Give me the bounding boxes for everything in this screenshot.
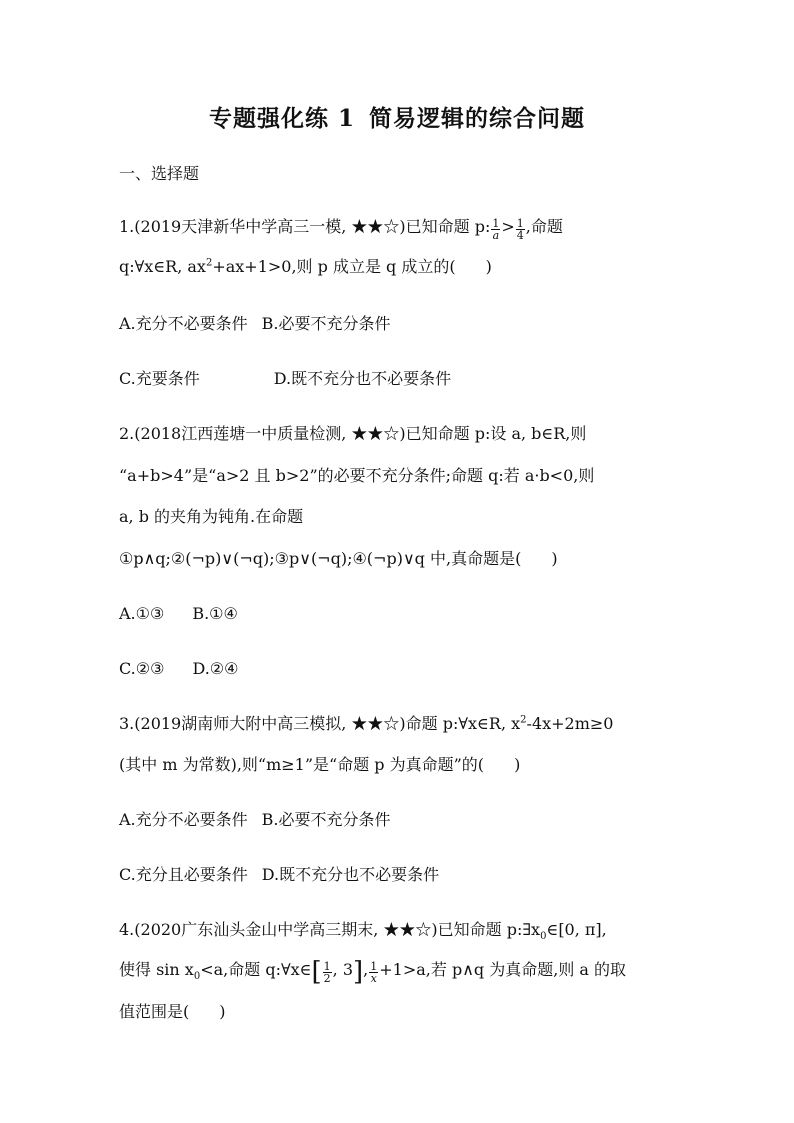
q3-option-b[interactable]: B.必要不充分条件: [261, 810, 391, 829]
q4-frac-half: $\frac{1}{2}$: [323, 960, 331, 985]
q3-text-a: 命题 p:∀x∈R, x: [405, 714, 521, 733]
q1-frac-1-over-a: $\frac{1}{a}$: [492, 217, 500, 242]
q2-source: (2018江西莲塘一中质量检测, ★★☆): [134, 424, 406, 443]
q3-line1: [119, 712, 613, 736]
q3-line2: [119, 753, 520, 777]
q4-line3: [119, 1000, 226, 1024]
q2-option-c[interactable]: C.②③: [119, 659, 165, 678]
q4-text-d: <a,命题 q:∀x∈: [200, 960, 312, 979]
q1-option-c[interactable]: C.充要条件: [119, 369, 200, 388]
q2-line2: “a+b>4”是“a>2 且 b>2”的必要不充分条件;命题 q:若 a·b<0,则: [119, 466, 595, 485]
q2-line1: [119, 422, 586, 446]
q1-text-a: 已知命题 p:: [405, 217, 491, 236]
q1-paren-close: ): [485, 257, 492, 276]
q4-line1: [119, 918, 607, 942]
q3-option-a[interactable]: A.充分不必要条件: [119, 810, 248, 829]
q4-number: 4.: [119, 920, 135, 939]
q3-sup: 2: [520, 714, 527, 726]
q4-sub-a: 0: [540, 931, 547, 943]
q4-source: (2020广东汕头金山中学高三期末, ★★☆): [134, 920, 438, 939]
q1-text-c: q:∀x∈R, ax: [119, 257, 206, 276]
q1-frac-1-over-4: $\frac{1}{4}$: [516, 217, 524, 242]
section-heading: 一、选择题: [119, 164, 200, 183]
q4-interval-tail: , 3: [332, 960, 354, 979]
q4-bracket-open: [: [311, 957, 322, 987]
q3-option-c[interactable]: C.充分且必要条件: [119, 865, 248, 884]
q2-options-row2: [119, 657, 238, 681]
q2-number: 2.: [119, 424, 135, 443]
q1-line2: [119, 255, 492, 279]
q2-line4: [119, 547, 558, 571]
q3-text-c: (其中 m 为常数),则“m≥1”是“命题 p 为真命题”的(: [119, 755, 485, 774]
q4-sub-b: 0: [193, 971, 201, 983]
q1-source: (2019天津新华中学高三一模, ★★☆): [134, 217, 406, 236]
q2-option-a[interactable]: A.①③: [119, 604, 165, 623]
q4-paren-close: ): [219, 1002, 226, 1021]
q3-number: 3.: [119, 714, 135, 733]
q1-sup: 2: [205, 257, 213, 269]
page-title: [0, 100, 794, 133]
q3-options-row2: [119, 863, 439, 887]
q4-text-b: ∈[0, π],: [546, 920, 607, 939]
q1-option-d[interactable]: D.既不充分也不必要条件: [273, 369, 452, 388]
title-sub: 简易逻辑的综合问题: [369, 105, 585, 132]
title-main: 专题强化练 1: [208, 105, 355, 132]
q4-line2: [119, 957, 627, 987]
q2-text-4: ①p∧q;②(¬p)∨(¬q);③p∨(¬q);④(¬p)∨q 中,真命题是(: [119, 549, 522, 568]
q1-text-d: +ax+1>0,则 p 成立是 q 成立的(: [212, 257, 456, 276]
q1-gt: >: [501, 217, 515, 236]
q4-comma: ,: [363, 960, 369, 979]
q3-options-row1: [119, 808, 391, 832]
q1-number: 1.: [119, 217, 135, 236]
q1-options-row2: [119, 367, 451, 391]
q1-option-b[interactable]: B.必要不充分条件: [261, 314, 391, 333]
q4-bracket-close: ]: [353, 957, 364, 987]
q4-text-a: 已知命题 p:∃x: [437, 920, 541, 939]
q3-option-d[interactable]: D.既不充分也不必要条件: [261, 865, 440, 884]
q3-text-b: -4x+2m≥0: [526, 714, 614, 733]
q2-options-row1: [119, 602, 238, 626]
q4-text-f: 值范围是(: [119, 1002, 190, 1021]
q2-line3: a, b 的夹角为钝角.在命题: [119, 507, 304, 526]
q2-option-b[interactable]: B.①④: [192, 604, 238, 623]
q2-paren-close: ): [551, 549, 558, 568]
q1-options-row1: [119, 312, 391, 336]
q1-option-a[interactable]: A.充分不必要条件: [119, 314, 248, 333]
q4-text-c: 使得 sin x: [119, 960, 194, 979]
q4-frac-1-over-x: $\frac{1}{x}$: [370, 960, 378, 985]
q1-line1: [119, 215, 563, 241]
q2-option-d[interactable]: D.②④: [192, 659, 239, 678]
q4-text-e: +1>a,若 p∧q 为真命题,则 a 的取: [379, 960, 627, 979]
q2-text-1: 已知命题 p:设 a, b∈R,则: [405, 424, 587, 443]
q1-text-b: ,命题: [525, 217, 563, 236]
q3-paren-close: ): [514, 755, 521, 774]
q3-source: (2019湖南师大附中高三模拟, ★★☆): [134, 714, 406, 733]
